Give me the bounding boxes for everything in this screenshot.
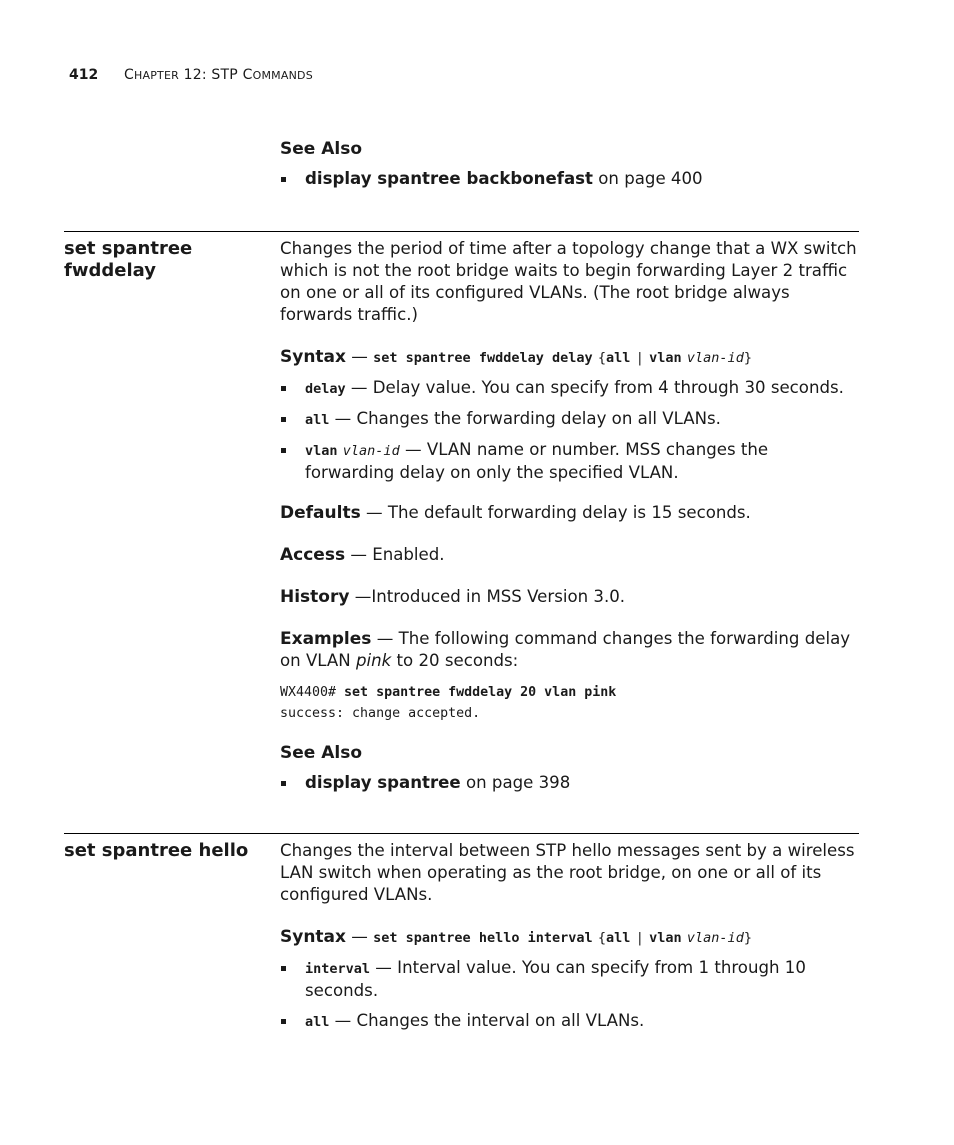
examples-vlan-name: pink <box>355 651 392 670</box>
fwddelay-body <box>280 238 860 802</box>
page-number: 412 <box>69 67 99 83</box>
code-example <box>280 682 860 724</box>
syntax-dash: — <box>346 347 374 366</box>
hello-description: Changes the interval between STP hello messages sent by a wireless LAN switch when operating as the root bridge, on one or all of its configured VLANs. <box>280 841 855 904</box>
syntax-all: all <box>606 930 631 946</box>
list-item <box>280 772 860 794</box>
see-also-link[interactable]: display spantree <box>305 773 461 792</box>
param-name: all <box>305 412 330 428</box>
syntax-label: Syntax <box>280 927 346 947</box>
list-item <box>280 408 860 431</box>
history-text: —Introduced in MSS Version 3.0. <box>349 587 626 606</box>
examples-text-end: to 20 seconds: <box>391 651 519 670</box>
syntax-bar: | <box>635 350 644 366</box>
param-arg: vlan-id <box>342 443 400 459</box>
param-text: — Changes the interval on all VLANs. <box>329 1011 645 1030</box>
syntax-command: set spantree fwddelay delay <box>373 350 593 366</box>
hello-params <box>280 957 860 1033</box>
chapter-title-text: CHAPTER 12: STP COMMANDS <box>124 67 313 83</box>
list-item <box>280 957 860 1002</box>
section-divider <box>64 833 859 834</box>
param-text: — Delay value. You can specify from 4 through 30 seconds. <box>345 378 844 397</box>
syntax-vlan: vlan <box>649 350 682 366</box>
access-label: Access <box>280 545 346 565</box>
syntax-bar: | <box>635 930 644 946</box>
list-item <box>280 377 860 400</box>
access-line <box>280 544 860 566</box>
section-title-hello: set spantree hello <box>64 840 249 861</box>
list-item <box>280 1010 860 1033</box>
code-line <box>280 682 860 703</box>
see-also-link[interactable]: display spantree backbonefast <box>305 169 593 188</box>
history-label: History <box>280 587 350 607</box>
page-ref: on page 398 <box>460 773 571 792</box>
see-also-heading: See Also <box>280 743 363 763</box>
access-text: — Enabled. <box>345 545 445 564</box>
top-see-also <box>280 138 860 198</box>
syntax-arg: vlan-id <box>686 930 744 946</box>
defaults-text: — The default forwarding delay is 15 seconds. <box>360 503 751 522</box>
section-divider <box>64 231 859 232</box>
param-name: delay <box>305 381 346 397</box>
defaults-line <box>280 502 860 524</box>
fwddelay-params <box>280 377 860 484</box>
syntax-label: Syntax <box>280 347 346 367</box>
brace-open: { <box>597 930 607 946</box>
syntax-command: set spantree hello interval <box>373 930 593 946</box>
param-text: — VLAN name or number. MSS changes the forwarding delay on only the specified VLAN. <box>305 440 769 482</box>
hello-syntax <box>280 926 860 949</box>
brace-close: } <box>743 930 752 946</box>
fwddelay-syntax <box>280 346 860 369</box>
syntax-vlan: vlan <box>649 930 682 946</box>
code-output: success: change accepted. <box>280 706 481 721</box>
list-item <box>280 168 860 190</box>
examples-line <box>280 628 860 672</box>
defaults-label: Defaults <box>280 503 361 523</box>
param-name: all <box>305 1014 330 1030</box>
list-item <box>280 439 860 484</box>
history-line <box>280 586 860 608</box>
fwddelay-description: Changes the period of time after a topology change that a WX switch which is not the root bridge waits to begin forwarding Layer 2 traffic on one or all of its configured VLANs. (The root bridge always forwards traffic.) <box>280 239 857 324</box>
param-name: interval <box>305 961 371 977</box>
code-prompt: WX4400# <box>280 685 345 700</box>
see-also-heading: See Also <box>280 139 363 159</box>
chapter-title <box>124 67 313 83</box>
brace-close: } <box>743 350 752 366</box>
examples-label: Examples <box>280 629 372 649</box>
examples-text: — The following command changes the forwarding delay on VLAN <box>280 629 851 670</box>
hello-body <box>280 840 860 1041</box>
syntax-all: all <box>606 350 631 366</box>
code-command: set spantree fwddelay 20 vlan pink <box>344 685 617 700</box>
param-text: — Changes the forwarding delay on all VLANs. <box>329 409 721 428</box>
brace-open: { <box>597 350 607 366</box>
see-also-list <box>280 772 860 794</box>
syntax-arg: vlan-id <box>686 350 744 366</box>
param-text: — Interval value. You can specify from 1 through 10 seconds. <box>305 958 806 1000</box>
section-title-fwddelay: set spantree fwddelay <box>64 238 193 281</box>
param-name: vlan <box>305 443 338 459</box>
page-ref: on page 400 <box>592 169 703 188</box>
see-also-list <box>280 168 860 190</box>
syntax-dash: — <box>346 927 374 946</box>
